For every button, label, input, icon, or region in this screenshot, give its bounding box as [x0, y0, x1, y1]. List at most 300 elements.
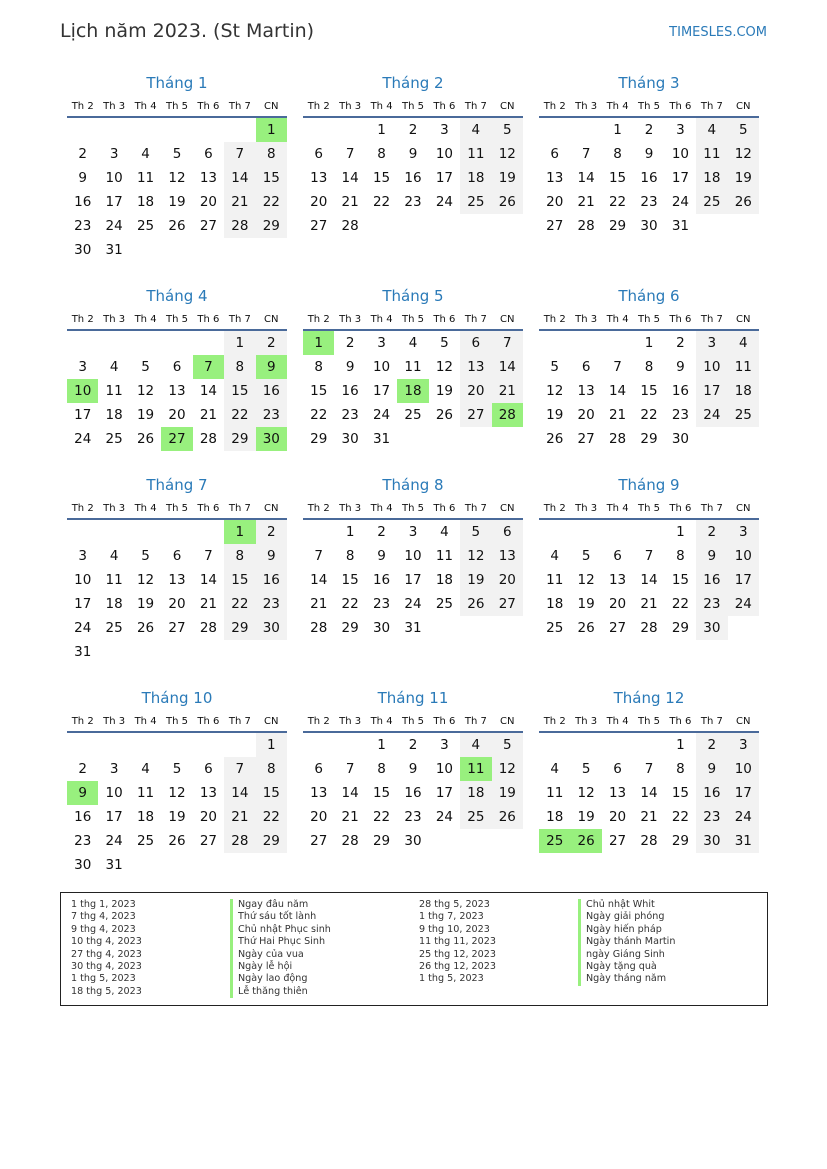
- day-cell[interactable]: 24: [435, 194, 454, 210]
- day-cell[interactable]: 19: [136, 407, 155, 423]
- day-cell[interactable]: 20: [310, 194, 328, 210]
- day-cell[interactable]: 29: [608, 218, 627, 234]
- day-cell[interactable]: 31: [372, 431, 391, 447]
- day-cell[interactable]: 17: [105, 809, 123, 825]
- day-cell[interactable]: 28: [310, 620, 328, 636]
- day-cell[interactable]: 28: [224, 829, 255, 853]
- day-cell[interactable]: 17: [74, 596, 92, 612]
- day-cell[interactable]: 8: [256, 142, 287, 166]
- day-cell[interactable]: 22: [671, 809, 690, 825]
- day-cell[interactable]: 1: [377, 737, 386, 753]
- day-cell[interactable]: 16: [256, 379, 287, 403]
- day-cell[interactable]: 3: [728, 733, 759, 757]
- day-cell[interactable]: 8: [314, 359, 323, 375]
- day-cell[interactable]: 17: [372, 383, 391, 399]
- day-cell[interactable]: 20: [310, 809, 328, 825]
- day-cell[interactable]: 27: [199, 833, 218, 849]
- day-cell[interactable]: 30: [671, 431, 690, 447]
- day-cell[interactable]: 22: [224, 592, 255, 616]
- day-cell[interactable]: 14: [199, 572, 218, 588]
- day-cell[interactable]: 9: [345, 359, 355, 375]
- day-cell[interactable]: 7: [224, 142, 255, 166]
- day-cell[interactable]: 8: [644, 359, 654, 375]
- day-cell[interactable]: 23: [74, 833, 92, 849]
- day-cell[interactable]: 5: [141, 359, 150, 375]
- day-cell[interactable]: 2: [78, 146, 87, 162]
- day-cell[interactable]: 6: [172, 359, 182, 375]
- day-cell[interactable]: 6: [314, 146, 323, 162]
- day-cell[interactable]: 17: [404, 572, 422, 588]
- day-cell[interactable]: 16: [256, 568, 287, 592]
- day-cell[interactable]: 8: [676, 548, 685, 564]
- day-cell[interactable]: 21: [492, 379, 523, 403]
- day-cell[interactable]: 20: [608, 596, 627, 612]
- day-cell[interactable]: 6: [613, 548, 622, 564]
- day-cell[interactable]: 9: [696, 757, 727, 781]
- day-cell[interactable]: 8: [345, 548, 355, 564]
- day-cell[interactable]: 5: [440, 335, 449, 351]
- day-cell[interactable]: 10: [671, 146, 690, 162]
- day-cell[interactable]: 18: [105, 596, 123, 612]
- day-cell[interactable]: 31: [74, 644, 92, 660]
- day-cell[interactable]: 27: [310, 218, 328, 234]
- day-cell[interactable]: 13: [608, 785, 627, 801]
- day-cell[interactable]: 16: [671, 383, 690, 399]
- day-cell[interactable]: 20: [168, 596, 186, 612]
- day-cell[interactable]: 17: [435, 170, 454, 186]
- day-cell[interactable]: 15: [671, 785, 690, 801]
- day-cell[interactable]: 16: [74, 194, 92, 210]
- day-cell[interactable]: 24: [105, 218, 123, 234]
- day-cell[interactable]: 16: [372, 572, 391, 588]
- day-cell[interactable]: 27: [608, 833, 627, 849]
- day-cell[interactable]: 27: [168, 620, 186, 636]
- day-cell[interactable]: 13: [168, 383, 186, 399]
- day-cell[interactable]: 20: [199, 809, 218, 825]
- day-cell[interactable]: 22: [256, 190, 287, 214]
- day-cell[interactable]: 23: [696, 592, 727, 616]
- day-cell[interactable]: 23: [256, 403, 287, 427]
- holiday-day-cell[interactable]: 1: [224, 520, 255, 544]
- day-cell[interactable]: 12: [577, 785, 595, 801]
- day-cell[interactable]: 2: [676, 335, 685, 351]
- day-cell[interactable]: 6: [460, 331, 491, 355]
- day-cell[interactable]: 26: [546, 431, 564, 447]
- day-cell[interactable]: 11: [105, 383, 123, 399]
- day-cell[interactable]: 24: [372, 407, 391, 423]
- day-cell[interactable]: 7: [204, 548, 213, 564]
- day-cell[interactable]: 12: [136, 572, 155, 588]
- day-cell[interactable]: 20: [199, 194, 218, 210]
- day-cell[interactable]: 20: [546, 194, 564, 210]
- day-cell[interactable]: 4: [728, 331, 759, 355]
- day-cell[interactable]: 18: [460, 781, 491, 805]
- day-cell[interactable]: 23: [696, 805, 727, 829]
- day-cell[interactable]: 29: [640, 431, 658, 447]
- day-cell[interactable]: 5: [172, 761, 182, 777]
- day-cell[interactable]: 10: [728, 544, 759, 568]
- holiday-day-cell[interactable]: 7: [193, 355, 224, 379]
- day-cell[interactable]: 28: [341, 833, 359, 849]
- day-cell[interactable]: 15: [608, 170, 627, 186]
- day-cell[interactable]: 13: [460, 355, 491, 379]
- day-cell[interactable]: 25: [105, 431, 123, 447]
- day-cell[interactable]: 29: [256, 829, 287, 853]
- day-cell[interactable]: 8: [377, 761, 386, 777]
- day-cell[interactable]: 18: [696, 166, 727, 190]
- holiday-day-cell[interactable]: 27: [161, 427, 192, 451]
- day-cell[interactable]: 5: [492, 733, 523, 757]
- day-cell[interactable]: 13: [608, 572, 627, 588]
- day-cell[interactable]: 17: [696, 379, 727, 403]
- day-cell[interactable]: 26: [492, 190, 523, 214]
- day-cell[interactable]: 5: [581, 548, 591, 564]
- day-cell[interactable]: 18: [728, 379, 759, 403]
- day-cell[interactable]: 2: [408, 737, 418, 753]
- day-cell[interactable]: 20: [608, 809, 627, 825]
- day-cell[interactable]: 24: [671, 194, 690, 210]
- day-cell[interactable]: 7: [613, 359, 622, 375]
- day-cell[interactable]: 26: [136, 620, 155, 636]
- day-cell[interactable]: 27: [460, 403, 491, 427]
- day-cell[interactable]: 16: [74, 809, 92, 825]
- day-cell[interactable]: 12: [492, 757, 523, 781]
- day-cell[interactable]: 3: [408, 524, 418, 540]
- day-cell[interactable]: 10: [728, 757, 759, 781]
- day-cell[interactable]: 3: [728, 520, 759, 544]
- day-cell[interactable]: 1: [377, 122, 386, 138]
- day-cell[interactable]: 25: [546, 620, 564, 636]
- day-cell[interactable]: 22: [372, 194, 391, 210]
- holiday-day-cell[interactable]: 26: [570, 829, 601, 853]
- day-cell[interactable]: 9: [256, 544, 287, 568]
- holiday-day-cell[interactable]: 28: [492, 403, 523, 427]
- day-cell[interactable]: 25: [460, 190, 491, 214]
- day-cell[interactable]: 4: [440, 524, 449, 540]
- day-cell[interactable]: 7: [492, 331, 523, 355]
- day-cell[interactable]: 10: [105, 785, 123, 801]
- day-cell[interactable]: 19: [492, 166, 523, 190]
- day-cell[interactable]: 23: [256, 592, 287, 616]
- day-cell[interactable]: 9: [408, 761, 418, 777]
- day-cell[interactable]: 1: [613, 122, 622, 138]
- day-cell[interactable]: 1: [676, 524, 685, 540]
- day-cell[interactable]: 21: [224, 190, 255, 214]
- holiday-day-cell[interactable]: 1: [256, 118, 287, 142]
- day-cell[interactable]: 12: [577, 572, 595, 588]
- day-cell[interactable]: 27: [492, 592, 523, 616]
- day-cell[interactable]: 17: [671, 170, 690, 186]
- day-cell[interactable]: 13: [310, 785, 328, 801]
- day-cell[interactable]: 18: [136, 809, 155, 825]
- day-cell[interactable]: 18: [105, 407, 123, 423]
- day-cell[interactable]: 30: [640, 218, 658, 234]
- day-cell[interactable]: 25: [728, 403, 759, 427]
- day-cell[interactable]: 24: [105, 833, 123, 849]
- day-cell[interactable]: 30: [74, 857, 92, 873]
- day-cell[interactable]: 6: [550, 146, 559, 162]
- holiday-day-cell[interactable]: 1: [303, 331, 334, 355]
- day-cell[interactable]: 2: [345, 335, 355, 351]
- day-cell[interactable]: 9: [377, 548, 386, 564]
- day-cell[interactable]: 16: [696, 781, 727, 805]
- day-cell[interactable]: 4: [460, 118, 491, 142]
- day-cell[interactable]: 17: [728, 781, 759, 805]
- day-cell[interactable]: 12: [168, 785, 186, 801]
- day-cell[interactable]: 15: [341, 572, 359, 588]
- day-cell[interactable]: 12: [492, 142, 523, 166]
- day-cell[interactable]: 20: [577, 407, 595, 423]
- day-cell[interactable]: 9: [408, 146, 418, 162]
- day-cell[interactable]: 21: [224, 805, 255, 829]
- day-cell[interactable]: 25: [435, 596, 454, 612]
- day-cell[interactable]: 28: [577, 218, 595, 234]
- day-cell[interactable]: 14: [199, 383, 218, 399]
- day-cell[interactable]: 7: [644, 548, 654, 564]
- day-cell[interactable]: 22: [256, 805, 287, 829]
- day-cell[interactable]: 11: [136, 170, 155, 186]
- day-cell[interactable]: 20: [168, 407, 186, 423]
- day-cell[interactable]: 21: [640, 809, 658, 825]
- day-cell[interactable]: 11: [696, 142, 727, 166]
- day-cell[interactable]: 26: [435, 407, 454, 423]
- day-cell[interactable]: 15: [671, 572, 690, 588]
- day-cell[interactable]: 5: [460, 520, 491, 544]
- day-cell[interactable]: 11: [435, 548, 454, 564]
- day-cell[interactable]: 14: [640, 785, 658, 801]
- day-cell[interactable]: 3: [696, 331, 727, 355]
- day-cell[interactable]: 30: [696, 829, 727, 853]
- day-cell[interactable]: 6: [204, 761, 213, 777]
- day-cell[interactable]: 21: [640, 596, 658, 612]
- day-cell[interactable]: 26: [168, 218, 186, 234]
- day-cell[interactable]: 24: [435, 809, 454, 825]
- day-cell[interactable]: 12: [136, 383, 155, 399]
- day-cell[interactable]: 21: [608, 407, 627, 423]
- day-cell[interactable]: 27: [199, 218, 218, 234]
- day-cell[interactable]: 28: [199, 431, 218, 447]
- day-cell[interactable]: 15: [640, 383, 658, 399]
- day-cell[interactable]: 30: [256, 616, 287, 640]
- day-cell[interactable]: 19: [577, 596, 595, 612]
- holiday-day-cell[interactable]: 18: [397, 379, 428, 403]
- day-cell[interactable]: 14: [341, 170, 359, 186]
- day-cell[interactable]: 22: [310, 407, 328, 423]
- day-cell[interactable]: 14: [224, 166, 255, 190]
- day-cell[interactable]: 5: [728, 118, 759, 142]
- day-cell[interactable]: 24: [728, 592, 759, 616]
- day-cell[interactable]: 22: [671, 596, 690, 612]
- day-cell[interactable]: 3: [440, 737, 449, 753]
- day-cell[interactable]: 7: [345, 146, 355, 162]
- day-cell[interactable]: 5: [550, 359, 559, 375]
- day-cell[interactable]: 31: [404, 620, 422, 636]
- holiday-day-cell[interactable]: 11: [460, 757, 491, 781]
- day-cell[interactable]: 6: [314, 761, 323, 777]
- day-cell[interactable]: 15: [256, 781, 287, 805]
- day-cell[interactable]: 2: [696, 733, 727, 757]
- day-cell[interactable]: 23: [372, 596, 391, 612]
- day-cell[interactable]: 17: [435, 785, 454, 801]
- day-cell[interactable]: 21: [199, 407, 218, 423]
- day-cell[interactable]: 14: [640, 572, 658, 588]
- day-cell[interactable]: 1: [345, 524, 355, 540]
- day-cell[interactable]: 2: [256, 331, 287, 355]
- day-cell[interactable]: 27: [546, 218, 564, 234]
- day-cell[interactable]: 25: [136, 833, 155, 849]
- day-cell[interactable]: 13: [546, 170, 564, 186]
- brand-link[interactable]: TIMESLES.COM: [669, 25, 767, 40]
- day-cell[interactable]: 21: [199, 596, 218, 612]
- day-cell[interactable]: 10: [435, 761, 454, 777]
- holiday-day-cell[interactable]: 30: [256, 427, 287, 451]
- day-cell[interactable]: 15: [256, 166, 287, 190]
- day-cell[interactable]: 28: [341, 218, 359, 234]
- day-cell[interactable]: 31: [105, 242, 123, 258]
- day-cell[interactable]: 6: [204, 146, 213, 162]
- day-cell[interactable]: 16: [696, 568, 727, 592]
- day-cell[interactable]: 4: [141, 146, 150, 162]
- day-cell[interactable]: 26: [577, 620, 595, 636]
- day-cell[interactable]: 24: [696, 403, 727, 427]
- day-cell[interactable]: 25: [696, 190, 727, 214]
- day-cell[interactable]: 19: [577, 809, 595, 825]
- day-cell[interactable]: 18: [136, 194, 155, 210]
- day-cell[interactable]: 31: [728, 829, 759, 853]
- day-cell[interactable]: 11: [728, 355, 759, 379]
- day-cell[interactable]: 2: [377, 524, 386, 540]
- day-cell[interactable]: 3: [78, 548, 87, 564]
- day-cell[interactable]: 15: [224, 379, 255, 403]
- day-cell[interactable]: 24: [74, 620, 92, 636]
- day-cell[interactable]: 14: [492, 355, 523, 379]
- day-cell[interactable]: 29: [372, 833, 391, 849]
- day-cell[interactable]: 16: [341, 383, 359, 399]
- day-cell[interactable]: 7: [224, 757, 255, 781]
- day-cell[interactable]: 4: [109, 548, 119, 564]
- day-cell[interactable]: 14: [224, 781, 255, 805]
- day-cell[interactable]: 19: [435, 383, 454, 399]
- day-cell[interactable]: 3: [78, 359, 87, 375]
- day-cell[interactable]: 8: [224, 544, 255, 568]
- day-cell[interactable]: 6: [172, 548, 182, 564]
- day-cell[interactable]: 17: [728, 568, 759, 592]
- day-cell[interactable]: 3: [109, 761, 119, 777]
- day-cell[interactable]: 26: [492, 805, 523, 829]
- day-cell[interactable]: 22: [640, 407, 658, 423]
- day-cell[interactable]: 28: [199, 620, 218, 636]
- day-cell[interactable]: 4: [109, 359, 119, 375]
- day-cell[interactable]: 18: [435, 572, 454, 588]
- day-cell[interactable]: 21: [341, 194, 359, 210]
- day-cell[interactable]: 5: [492, 118, 523, 142]
- day-cell[interactable]: 28: [640, 833, 658, 849]
- day-cell[interactable]: 11: [105, 572, 123, 588]
- day-cell[interactable]: 1: [256, 733, 287, 757]
- day-cell[interactable]: 7: [314, 548, 323, 564]
- day-cell[interactable]: 13: [199, 170, 218, 186]
- day-cell[interactable]: 30: [74, 242, 92, 258]
- day-cell[interactable]: 7: [644, 761, 654, 777]
- day-cell[interactable]: 1: [644, 335, 654, 351]
- day-cell[interactable]: 29: [224, 616, 255, 640]
- day-cell[interactable]: 9: [78, 170, 87, 186]
- day-cell[interactable]: 4: [141, 761, 150, 777]
- day-cell[interactable]: 26: [136, 431, 155, 447]
- day-cell[interactable]: 10: [435, 146, 454, 162]
- day-cell[interactable]: 17: [74, 407, 92, 423]
- day-cell[interactable]: 12: [460, 544, 491, 568]
- day-cell[interactable]: 13: [168, 572, 186, 588]
- day-cell[interactable]: 25: [136, 218, 155, 234]
- day-cell[interactable]: 30: [341, 431, 359, 447]
- day-cell[interactable]: 21: [577, 194, 595, 210]
- day-cell[interactable]: 11: [136, 785, 155, 801]
- day-cell[interactable]: 7: [581, 146, 591, 162]
- day-cell[interactable]: 4: [550, 548, 559, 564]
- day-cell[interactable]: 3: [109, 146, 119, 162]
- day-cell[interactable]: 18: [546, 596, 564, 612]
- day-cell[interactable]: 15: [372, 170, 391, 186]
- day-cell[interactable]: 13: [577, 383, 595, 399]
- day-cell[interactable]: 2: [256, 520, 287, 544]
- day-cell[interactable]: 15: [372, 785, 391, 801]
- day-cell[interactable]: 29: [341, 620, 359, 636]
- day-cell[interactable]: 6: [492, 520, 523, 544]
- day-cell[interactable]: 10: [404, 548, 422, 564]
- day-cell[interactable]: 4: [696, 118, 727, 142]
- day-cell[interactable]: 31: [105, 857, 123, 873]
- day-cell[interactable]: 2: [408, 122, 418, 138]
- day-cell[interactable]: 5: [141, 548, 150, 564]
- day-cell[interactable]: 23: [640, 194, 658, 210]
- day-cell[interactable]: 23: [404, 194, 422, 210]
- holiday-day-cell[interactable]: 9: [256, 355, 287, 379]
- day-cell[interactable]: 8: [613, 146, 622, 162]
- day-cell[interactable]: 24: [404, 596, 422, 612]
- day-cell[interactable]: 25: [404, 407, 422, 423]
- day-cell[interactable]: 20: [460, 379, 491, 403]
- day-cell[interactable]: 13: [310, 170, 328, 186]
- day-cell[interactable]: 19: [168, 194, 186, 210]
- day-cell[interactable]: 25: [460, 805, 491, 829]
- day-cell[interactable]: 30: [696, 616, 727, 640]
- day-cell[interactable]: 5: [172, 146, 182, 162]
- day-cell[interactable]: 1: [224, 331, 255, 355]
- day-cell[interactable]: 13: [199, 785, 218, 801]
- day-cell[interactable]: 14: [341, 785, 359, 801]
- day-cell[interactable]: 2: [78, 761, 87, 777]
- day-cell[interactable]: 22: [372, 809, 391, 825]
- day-cell[interactable]: 8: [224, 355, 255, 379]
- day-cell[interactable]: 17: [105, 194, 123, 210]
- day-cell[interactable]: 19: [168, 809, 186, 825]
- day-cell[interactable]: 29: [224, 427, 255, 451]
- day-cell[interactable]: 22: [341, 596, 359, 612]
- day-cell[interactable]: 19: [136, 596, 155, 612]
- day-cell[interactable]: 4: [460, 733, 491, 757]
- day-cell[interactable]: 9: [644, 146, 654, 162]
- day-cell[interactable]: 15: [310, 383, 328, 399]
- day-cell[interactable]: 4: [550, 761, 559, 777]
- day-cell[interactable]: 3: [377, 335, 386, 351]
- day-cell[interactable]: 13: [492, 544, 523, 568]
- day-cell[interactable]: 27: [577, 431, 595, 447]
- day-cell[interactable]: 11: [404, 359, 422, 375]
- day-cell[interactable]: 12: [728, 142, 759, 166]
- day-cell[interactable]: 9: [676, 359, 685, 375]
- day-cell[interactable]: 16: [404, 785, 422, 801]
